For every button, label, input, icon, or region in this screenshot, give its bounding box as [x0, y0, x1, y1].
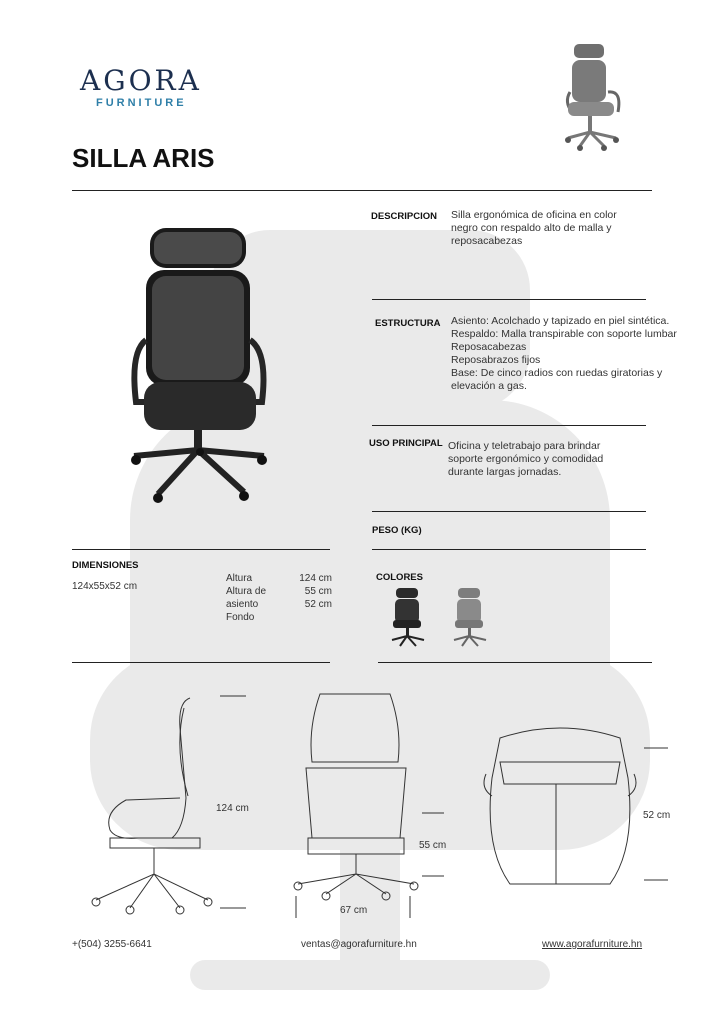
dimensiones-names: [226, 572, 266, 624]
uso-line: Oficina y teletrabajo para brindar: [448, 440, 601, 452]
uso-principal-label: USO PRINCIPAL: [369, 438, 443, 449]
uso-line: durante largas jornadas.: [448, 466, 562, 478]
color-swatch-gray-chair: [450, 586, 490, 648]
dimension-name: Altura: [226, 573, 253, 584]
peso-divider: [372, 549, 646, 550]
dimensiones-bottom-divider: [72, 662, 330, 663]
estructura-line: Reposabrazos fijos: [451, 354, 541, 366]
estructura-line: Base: De cinco radios con ruedas giratorias y: [451, 367, 663, 379]
dimensiones-summary: 124x55x52 cm: [72, 581, 138, 592]
colores-divider: [378, 662, 652, 663]
drawing-height-label: 124 cm: [216, 803, 249, 814]
chair-thumbnail-gray: [560, 42, 626, 154]
chair-main-image: [128, 222, 270, 508]
uso-divider: [372, 511, 646, 512]
title-divider: [72, 190, 652, 191]
dimension-name: Fondo: [226, 612, 255, 623]
dimension-value: 52 cm: [304, 599, 332, 610]
footer-phone: +(504) 3255-6641: [72, 939, 152, 950]
drawing-width-label: 67 cm: [340, 905, 368, 916]
estructura-line: Asiento: Acolchado y tapizado en piel sintética.: [451, 315, 670, 327]
estructura-divider: [372, 425, 646, 426]
dimensiones-top-divider: [72, 549, 330, 550]
color-swatch-black-chair: [388, 586, 428, 648]
technical-drawings: [80, 688, 680, 928]
dimensiones-label: DIMENSIONES: [72, 560, 139, 571]
descripcion-line: reposacabezas: [451, 235, 523, 247]
estructura-line: Reposacabezas: [451, 341, 527, 353]
brand-logo-sub: FURNITURE: [96, 97, 187, 109]
descripcion-divider: [372, 299, 646, 300]
dimensiones-values: [290, 572, 332, 611]
estructura-line: elevación a gas.: [451, 380, 527, 392]
drawing-seat-label: 55 cm: [419, 840, 447, 851]
product-title: SILLA ARIS: [72, 143, 215, 173]
uso-principal-text: [448, 440, 658, 479]
footer-email[interactable]: ventas@agorafurniture.hn: [301, 939, 417, 950]
drawing-depth-label: 52 cm: [643, 810, 671, 821]
estructura-line: Respaldo: Malla transpirable con soporte lumbar: [451, 328, 677, 340]
footer-website-link[interactable]: www.agorafurniture.hn: [542, 939, 643, 950]
peso-label: PESO (KG): [372, 525, 422, 536]
descripcion-text: [451, 209, 691, 248]
dimension-name: Altura de: [226, 586, 267, 597]
estructura-label: ESTRUCTURA: [375, 318, 441, 329]
brand-logo: AGORA: [80, 64, 202, 97]
dimension-value: 124 cm: [299, 573, 332, 584]
estructura-text: [451, 315, 721, 393]
descripcion-line: negro con respaldo alto de malla y: [451, 222, 612, 234]
uso-line: soporte ergonómico y comodidad: [448, 453, 604, 465]
descripcion-line: Silla ergonómica de oficina en color: [451, 209, 617, 221]
dimension-value: 55 cm: [304, 586, 332, 597]
descripcion-label: DESCRIPCION: [371, 211, 437, 222]
colores-label: COLORES: [376, 572, 423, 583]
dimension-name: asiento: [226, 599, 259, 610]
